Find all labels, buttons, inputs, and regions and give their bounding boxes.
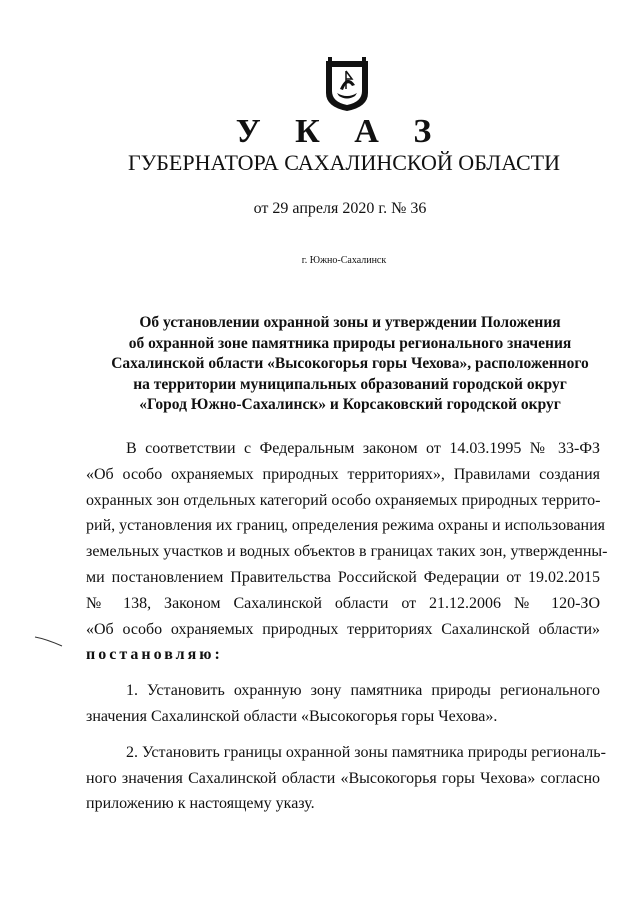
decree-word: постановляю: bbox=[86, 646, 223, 664]
document-body bbox=[86, 436, 608, 817]
document-date: от 29 апреля 2020 г. № 36 bbox=[253, 200, 427, 217]
preamble-line: В соответствии с Федеральным законом от 14.03.1995 № 33-ФЗ bbox=[126, 440, 600, 457]
item-1-line: 1. Установить охранную зону памятника природы регионального bbox=[126, 682, 600, 700]
document-heading bbox=[70, 313, 630, 416]
heading-line: на территории муниципальных образований городской округ bbox=[133, 375, 567, 393]
preamble-line: «Об особо охраняемых природных территориях», Правилами создания bbox=[86, 465, 600, 483]
preamble-line: «Об особо охраняемых природных территориях Сахалинской области» bbox=[86, 620, 600, 638]
heading-line: «Город Южно-Сахалинск» и Корсаковский городской округ bbox=[139, 396, 561, 413]
coat-of-arms-icon bbox=[322, 55, 372, 113]
document-subtitle: ГУБЕРНАТОРА САХАЛИНСКОЙ ОБЛАСТИ bbox=[128, 150, 560, 175]
item-2-line: приложению к настоящему указу. bbox=[86, 795, 315, 813]
item-2-paragraph bbox=[86, 740, 606, 817]
item-1-line: значения Сахалинской области «Высокогорья горы Чехова». bbox=[86, 707, 498, 725]
preamble-line: охранных зон отдельных категорий особо охраняемых природных террито- bbox=[86, 491, 601, 509]
document-city: г. Южно-Сахалинск bbox=[301, 255, 387, 266]
preamble-paragraph bbox=[86, 436, 608, 668]
heading-line: об охранной зоне памятника природы регионального значения bbox=[128, 334, 572, 352]
item-2-line: ного значения Сахалинской области «Высокогорья горы Чехова» согласно bbox=[86, 769, 600, 787]
preamble-line: рий, установления их границ, определения режима охраны и использования bbox=[86, 517, 606, 535]
document-title: У К А З bbox=[235, 113, 445, 150]
preamble-line: ми постановлением Правительства Российской Федерации от 19.02.2015 bbox=[86, 568, 600, 586]
preamble-line: № 138, Законом Сахалинской области от 21.12.2006 № 120-ЗО bbox=[86, 594, 600, 612]
heading-line: Сахалинской области «Высокогорья горы Чехова», расположенного bbox=[111, 355, 589, 372]
heading-line: Об установлении охранной зоны и утверждении Положения bbox=[139, 314, 561, 331]
item-2-line: 2. Установить границы охранной зоны памятника природы региональ- bbox=[126, 743, 606, 761]
item-1-paragraph bbox=[86, 678, 600, 730]
preamble-line: земельных участков и водных объектов в границах таких зон, утвержденны- bbox=[86, 543, 608, 561]
pen-mark-icon bbox=[34, 634, 64, 648]
